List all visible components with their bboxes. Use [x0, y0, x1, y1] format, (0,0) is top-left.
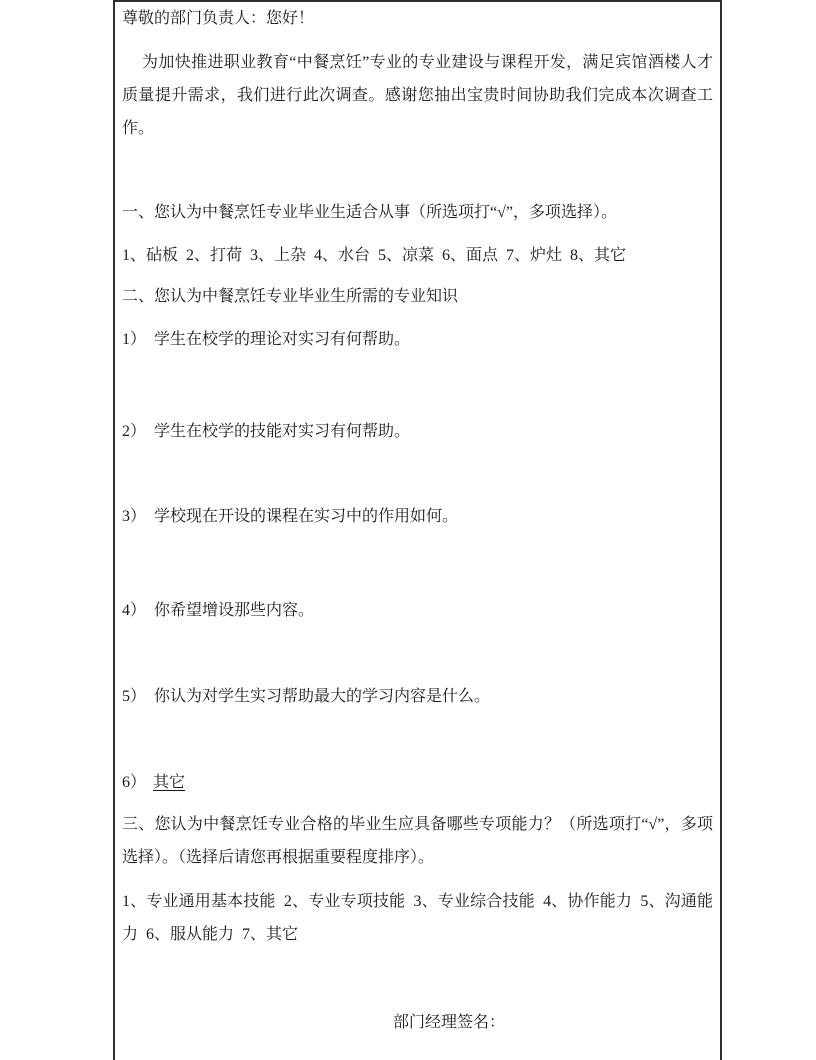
question-item-4: 4） 你希望增设那些内容。: [122, 602, 315, 619]
signature-label: 部门经理签名：: [393, 1014, 506, 1031]
question-other-prefix: 6）: [122, 774, 147, 791]
question-item-2: 2） 学生在校学的技能对实习有何帮助。: [122, 423, 411, 440]
question-item-other: [122, 766, 713, 799]
section-three-options: 1、专业通用基本技能 2、专业专项技能 3、专业综合技能 4、协作能力 5、沟通能力 6、服从能力 7、其它: [122, 893, 713, 943]
question-item-1: 1） 学生在校学的理论对实习有何帮助。: [122, 331, 411, 348]
question-other-label: 其它: [153, 774, 186, 791]
question-item-5: 5） 你认为对学生实习帮助最大的学习内容是什么。: [122, 688, 491, 705]
section-one-heading: 一、您认为中餐烹饪专业毕业生适合从事（所选项打“√”，多项选择）。: [122, 204, 617, 221]
section-two-heading: 二、您认为中餐烹饪专业毕业生所需的专业知识: [122, 288, 459, 305]
intro-paragraph: 为加快推进职业教育“中餐烹饪”专业的专业建设与课程开发，满足宾馆酒楼人才质量提升需求，我们进行此次调查。感谢您抽出宝贵时间协助我们完成本次调查工作。: [122, 54, 713, 137]
greeting-line: 尊敬的部门负责人：您好！: [122, 10, 315, 27]
section-one-options: 1、砧板 2、打荷 3、上杂 4、水台 5、凉菜 6、面点 7、炉灶 8、其它: [122, 247, 627, 264]
question-item-3: 3） 学校现在开设的课程在实习中的作用如何。: [122, 508, 459, 525]
section-three-heading: 三、您认为中餐烹饪专业合格的毕业生应具备哪些专项能力？（所选项打“√”，多项选择）。（选择后请您再根据重要程度排序）。: [122, 816, 713, 866]
